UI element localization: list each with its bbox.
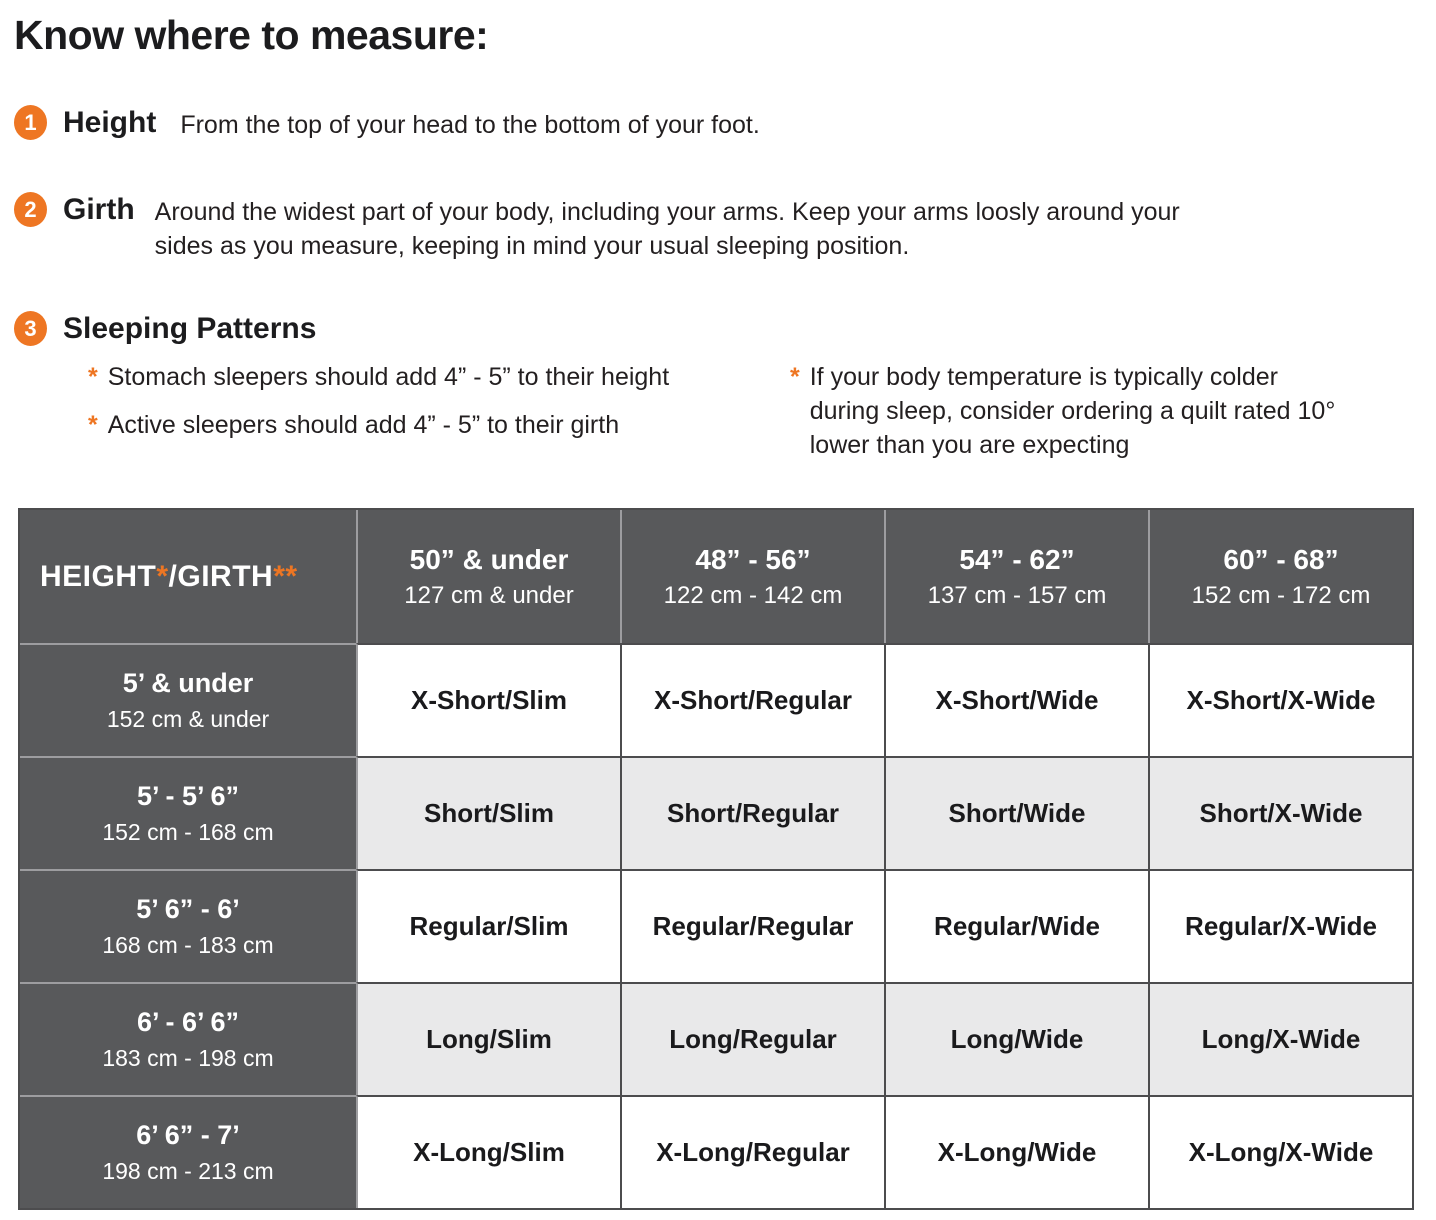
row-header-5ft-under: 5’ & under 152 cm & under (20, 643, 356, 756)
sleeping-pattern-notes (88, 360, 1418, 462)
step-3-label: Sleeping Patterns (63, 312, 317, 345)
note-body-temperature: * If your body temperature is typically colder during sleep, consider ordering a quilt rated 10° lower than you are expecting (790, 360, 1350, 462)
size-cell: Long/X-Wide (1148, 982, 1412, 1095)
size-cell: X-Long/Regular (620, 1095, 884, 1208)
size-cell: Regular/Regular (620, 869, 884, 982)
size-cell: Long/Regular (620, 982, 884, 1095)
row-header-5ft6-to-6ft: 5’ 6” - 6’ 168 cm - 183 cm (20, 869, 356, 982)
asterisk-marker: * (88, 363, 98, 391)
girth-column-header-1: 50” & under 127 cm & under (356, 510, 620, 643)
step-1-badge: 1 (14, 105, 47, 140)
step-2-badge: 2 (14, 192, 47, 227)
size-cell: Long/Wide (884, 982, 1148, 1095)
row-header-6ft-to-6ft6: 6’ - 6’ 6” 183 cm - 198 cm (20, 982, 356, 1095)
header-row (20, 510, 1412, 643)
size-cell: X-Long/Wide (884, 1095, 1148, 1208)
step-sleeping-patterns (0, 313, 1436, 346)
size-cell: X-Long/X-Wide (1148, 1095, 1412, 1208)
size-cell: X-Long/Slim (356, 1095, 620, 1208)
height-asterisk: * (156, 559, 169, 593)
note-stomach-sleepers: * Stomach sleepers should add 4” - 5” to their height (88, 360, 790, 394)
girth-column-header-3: 54” - 62” 137 cm - 157 cm (884, 510, 1148, 643)
size-cell: X-Short/Slim (356, 643, 620, 756)
size-cell: X-Short/Wide (884, 643, 1148, 756)
step-girth (0, 194, 1436, 263)
row-header-5ft-to-5ft6: 5’ - 5’ 6” 152 cm - 168 cm (20, 756, 356, 869)
size-cell: X-Short/Regular (620, 643, 884, 756)
size-cell: Regular/Wide (884, 869, 1148, 982)
corner-header-height-girth: HEIGHT*/GIRTH** (20, 510, 356, 643)
step-1-description: From the top of your head to the bottom of your foot. (180, 111, 760, 139)
table-row-xshort (20, 643, 1412, 756)
size-cell: Long/Slim (356, 982, 620, 1095)
size-cell: Short/Slim (356, 756, 620, 869)
table-row-regular (20, 869, 1412, 982)
table-row-long (20, 982, 1412, 1095)
row-header-6ft6-to-7ft: 6’ 6” - 7’ 198 cm - 213 cm (20, 1095, 356, 1208)
girth-asterisk: ** (273, 559, 298, 593)
step-2-description: Around the widest part of your body, including your arms. Keep your arms loosly around your sides as you measure, keeping in mind your usual sleeping position. (154, 198, 1180, 260)
size-cell: Regular/Slim (356, 869, 620, 982)
step-1-label: Height (63, 106, 157, 139)
size-cell: Regular/X-Wide (1148, 869, 1412, 982)
size-cell: Short/Wide (884, 756, 1148, 869)
girth-column-header-2: 48” - 56” 122 cm - 142 cm (620, 510, 884, 643)
size-chart-table (18, 508, 1414, 1210)
asterisk-marker: * (790, 363, 800, 391)
table-row-short (20, 756, 1412, 869)
step-2-label: Girth (63, 193, 135, 226)
step-height (0, 107, 1436, 142)
size-cell: X-Short/X-Wide (1148, 643, 1412, 756)
asterisk-marker: * (88, 411, 98, 439)
girth-column-header-4: 60” - 68” 152 cm - 172 cm (1148, 510, 1412, 643)
notes-right-column (790, 360, 1350, 462)
note-active-sleepers: * Active sleepers should add 4” - 5” to their girth (88, 408, 790, 442)
page-title: Know where to measure: (14, 12, 489, 58)
table-row-xlong (20, 1095, 1412, 1208)
size-cell: Short/X-Wide (1148, 756, 1412, 869)
step-3-badge: 3 (14, 311, 47, 346)
notes-left-column (88, 360, 790, 442)
size-cell: Short/Regular (620, 756, 884, 869)
